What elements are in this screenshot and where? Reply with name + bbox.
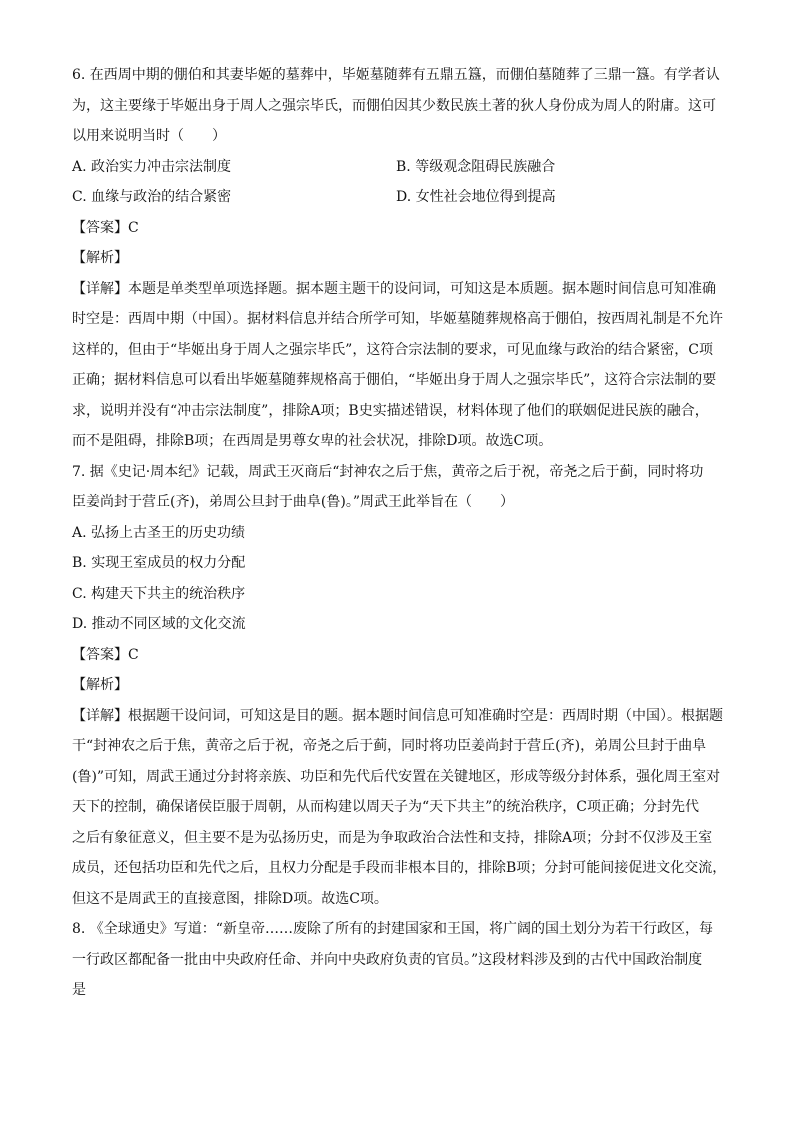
- detail-line: 【详解】根据题干设问词，可知这是目的题。据本题时间信息可知准确时空是：西周时期（中国）。根据题: [72, 707, 723, 724]
- answer-line: 【答案】C: [72, 219, 139, 236]
- option-d: D. 女性社会地位得到提高: [396, 189, 556, 205]
- detail-line: 正确；据材料信息可以看出毕姬墓随葬规格高于倗伯，“毕姬出身于周人之强宗毕氏”，这符合宗法制的要: [72, 372, 717, 388]
- detail-line: (鲁)”可知，周武王通过分封将亲族、功臣和先代后代安置在关键地区，形成等级分封体系，强化周王室对: [72, 768, 721, 785]
- question-7: [72, 457, 732, 915]
- detail-line: 干“封神农之后于焦，黄帝之后于祝，帝尧之后于蓟，同时将功臣姜尚封于营丘(齐)，弟周公旦封于曲阜: [72, 738, 707, 754]
- answer-line: 【答案】C: [72, 646, 139, 663]
- detail-line: 但这不是周武王的直接意图，排除D项。故选C项。: [72, 890, 388, 907]
- option-a: A. 政治实力冲击宗法制度: [72, 158, 232, 175]
- analysis-label: 【解析】: [72, 677, 128, 693]
- analysis-label: 【解析】: [72, 250, 128, 266]
- option-row: [72, 152, 732, 183]
- question-stem-line: 8. 《全球通史》写道：“新皇帝……废除了所有的封建国家和王国，将广阔的国土划分为若干行政区，每: [72, 921, 713, 937]
- question-stem-line: 是: [72, 982, 86, 998]
- option-b: B. 等级观念阻碍民族融合: [396, 158, 556, 175]
- detail-line: 求，说明并没有“冲击宗法制度”，排除A项；B史实描述错误，材料体现了他们的联姻促进民族的融合，: [72, 402, 709, 419]
- question-stem-line: 为，这主要缘于毕姬出身于周人之强宗毕氏，而倗伯因其少数民族土著的狄人身份成为周人的附庸。这可: [72, 97, 716, 114]
- option-d: D. 推动不同区域的文化交流: [72, 616, 246, 632]
- option-c: C. 血缘与政治的结合紧密: [72, 189, 232, 205]
- option-a: A. 弘扬上古圣王的历史功绩: [72, 524, 246, 541]
- detail-line: 而不是阻碍，排除B项；在西周是男尊女卑的社会状况，排除D项。故选C项。: [72, 433, 553, 449]
- question-stem-line: 6. 在西周中期的倗伯和其妻毕姬的墓葬中，毕姬墓随葬有五鼎五簋，而倗伯墓随葬了三鼎一簋。有学者认: [72, 67, 720, 83]
- detail-line: 【详解】本题是单类型单项选择题。据本题主题干的设问词，可知这是本质题。据本题时间信息可知准确: [72, 280, 716, 297]
- option-b: B. 实现王室成员的权力分配: [72, 555, 246, 571]
- question-stem-line: 臣姜尚封于营丘(齐)，弟周公旦封于曲阜(鲁)。”周武王此举旨在（ ）: [72, 494, 515, 510]
- question-stem-line: 7. 据《史记·周本纪》记载，周武王灭商后“封神农之后于焦，黄帝之后于祝，帝尧之后于蓟，同时将功: [72, 463, 704, 480]
- question-6: [72, 60, 732, 457]
- question-stem-line: 一行政区都配备一批由中央政府任命、并向中央政府负责的官员。”这段材料涉及到的古代中国政治制度: [72, 951, 703, 968]
- option-row: [72, 182, 732, 213]
- question-8: [72, 914, 732, 1006]
- document-page: [72, 60, 732, 1006]
- detail-line: 时空是：西周中期（中国）。据材料信息并结合所学可知，毕姬墓随葬规格高于倗伯，按西周礼制是不允许: [72, 311, 723, 327]
- option-c: C. 构建天下共主的统治秩序: [72, 585, 246, 602]
- detail-line: 天下的控制，确保诸侯臣服于周朝，从而构建以周天子为“天下共主”的统治秩序，C项正确；分封先代: [72, 799, 700, 815]
- detail-line: 这样的，但由于“毕姬出身于周人之强宗毕氏”，这符合宗法制的要求，可见血缘与政治的结合紧密，C项: [72, 341, 714, 358]
- detail-line: 成员，还包括功臣和先代之后，且权力分配是手段而非根本目的，排除B项；分封可能间接促进文化交流，: [72, 860, 727, 876]
- question-stem-line: 以用来说明当时（ ）: [72, 128, 226, 144]
- detail-line: 之后有象征意义，但主要不是为弘扬历史，而是为争取政治合法性和支持，排除A项；分封不仅涉及王室: [72, 829, 713, 846]
